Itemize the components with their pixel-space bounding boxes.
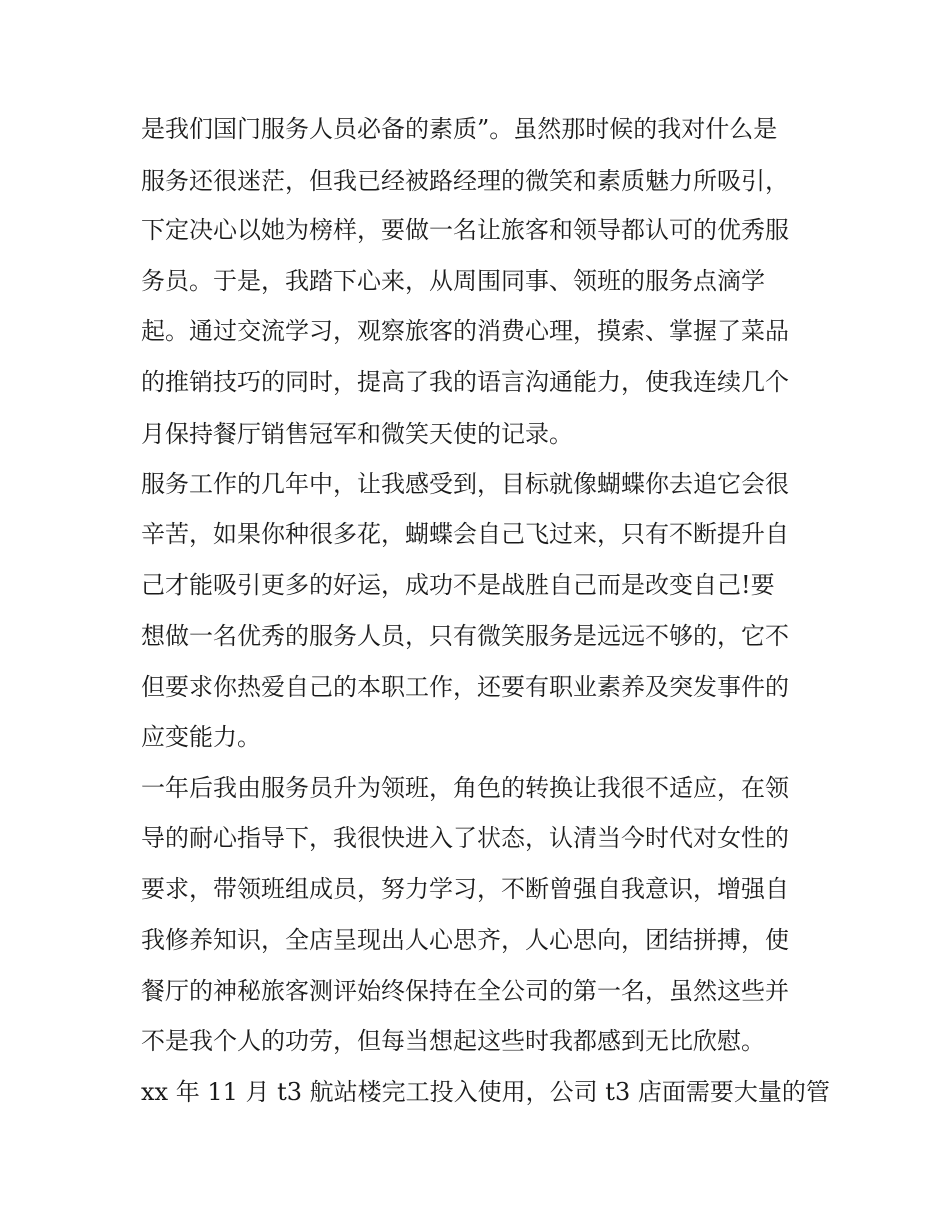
text-line: 不是我个人的功劳，但每当想起这些时我都感到无比欣慰。 xyxy=(141,1027,765,1055)
text-line: 一年后我由服务员升为领班，角色的转换让我很不适应，在领 xyxy=(141,774,789,802)
text-line: 应变能力。 xyxy=(141,723,261,751)
text-line: 起。通过交流学习，观察旅客的消费心理，摸索、掌握了菜品 xyxy=(141,317,789,345)
text-line: 但要求你热爱自己的本职工作，还要有职业素养及突发事件的 xyxy=(141,673,789,701)
text-line: 是我们国门服务人员必备的素质”。虽然那时候的我对什么是 xyxy=(141,115,778,143)
text-line: xx 年 11 月 t3 航站楼完工投入使用，公司 t3 店面需要大量的管 xyxy=(141,1078,830,1106)
text-line: 想做一名优秀的服务人员，只有微笑服务是远远不够的，它不 xyxy=(141,622,789,650)
text-line: 辛苦，如果你种很多花，蝴蝶会自己飞过来，只有不断提升自 xyxy=(141,520,789,548)
text-line: 务员。于是，我踏下心来，从周围同事、领班的服务点滴学 xyxy=(141,267,765,295)
text-line: 月保持餐厅销售冠军和微笑天使的记录。 xyxy=(141,420,573,448)
text-line: 导的耐心指导下，我很快进入了状态，认清当今时代对女性的 xyxy=(141,824,789,852)
text-line: 下定决心以她为榜样，要做一名让旅客和领导都认可的优秀服 xyxy=(141,216,789,244)
text-line: 餐厅的神秘旅客测评始终保持在全公司的第一名，虽然这些并 xyxy=(141,977,789,1005)
text-line: 己才能吸引更多的好运，成功不是战胜自己而是改变自己!要 xyxy=(141,571,775,599)
text-line: 服务还很迷茫，但我已经被路经理的微笑和素质魅力所吸引， xyxy=(141,167,789,195)
text-line: 服务工作的几年中，让我感受到，目标就像蝴蝶你去追它会很 xyxy=(141,470,789,498)
text-line: 我修养知识，全店呈现出人心思齐，人心思向，团结拼搏，使 xyxy=(141,926,789,954)
text-line: 的推销技巧的同时，提高了我的语言沟通能力，使我连续几个 xyxy=(141,368,789,396)
text-line: 要求，带领班组成员，努力学习，不断曾强自我意识，增强自 xyxy=(141,875,789,903)
